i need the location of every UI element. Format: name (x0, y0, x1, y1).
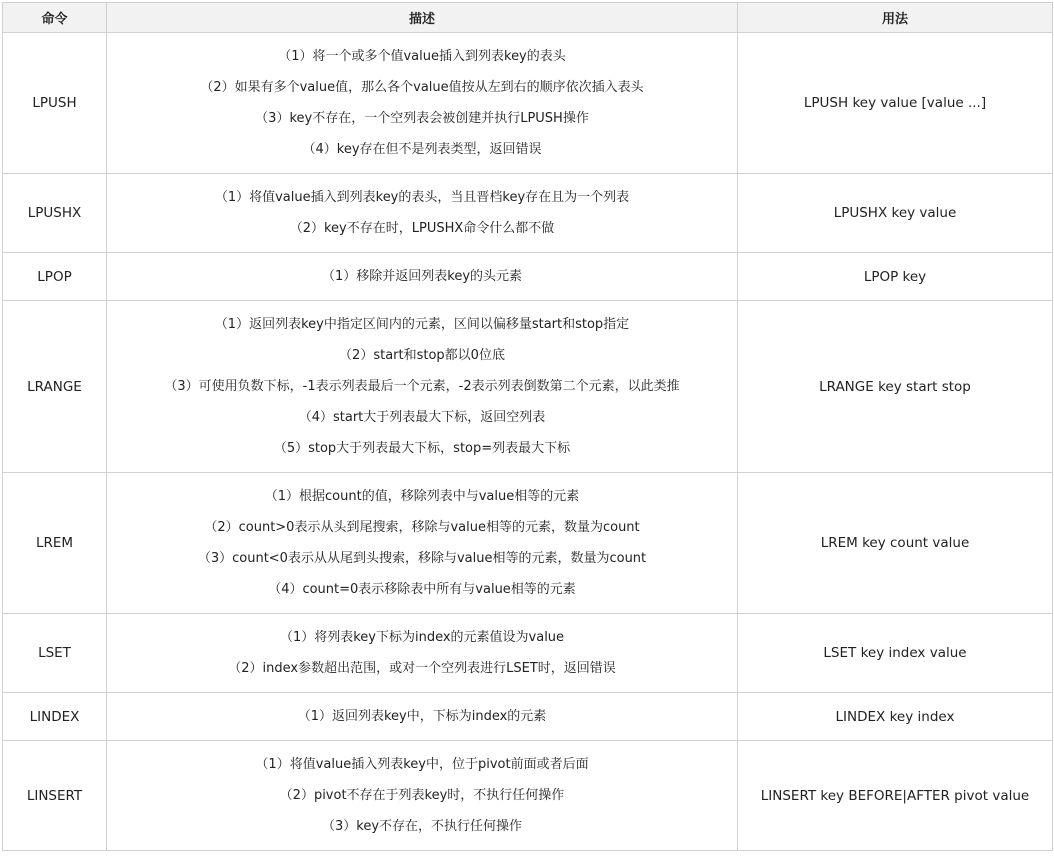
description-line: （2）如果有多个value值，那么各个value值按从左到右的顺序依次插入表头 (200, 80, 644, 95)
description-line: （4）key存在但不是列表类型，返回错误 (302, 142, 542, 157)
header-command: 命令 (3, 3, 107, 33)
usage-cell: LREM key count value (738, 473, 1053, 614)
description-line: （5）stop大于列表最大下标，stop=列表最大下标 (273, 441, 571, 456)
command-cell: LREM (3, 473, 107, 614)
usage-cell: LPUSH key value [value ...] (738, 33, 1053, 174)
description-cell (107, 693, 738, 741)
description-line: （3）可使用负数下标，-1表示列表最后一个元素，-2表示列表倒数第二个元素，以此类推 (164, 379, 680, 394)
description-line: （2）pivot不存在于列表key时，不执行任何操作 (279, 788, 565, 803)
description-cell (107, 33, 738, 174)
table-row (3, 174, 1053, 253)
description-line: （2）count>0表示从头到尾搜索，移除与value相等的元素，数量为count (204, 520, 640, 535)
description-line: （1）返回列表key中，下标为index的元素 (297, 709, 547, 724)
description-cell (107, 301, 738, 473)
description-line: （1）将列表key下标为index的元素值设为value (279, 630, 565, 645)
description-cell (107, 614, 738, 693)
table-row (3, 253, 1053, 301)
command-cell: LPOP (3, 253, 107, 301)
description-line: （1）根据count的值，移除列表中与value相等的元素 (264, 489, 580, 504)
description-line: （3）key不存在，不执行任何操作 (321, 819, 523, 834)
command-cell: LRANGE (3, 301, 107, 473)
usage-cell: LPOP key (738, 253, 1053, 301)
description-line: （2）index参数超出范围，或对一个空列表进行LSET时，返回错误 (228, 661, 616, 676)
description-line: （1）将一个或多个值value插入到列表key的表头 (278, 49, 566, 64)
table-row (3, 741, 1053, 851)
description-line: （3）key不存在，一个空列表会被创建并执行LPUSH操作 (255, 111, 589, 126)
usage-cell: LPUSHX key value (738, 174, 1053, 253)
header-row (3, 3, 1053, 33)
description-cell (107, 174, 738, 253)
table-row (3, 614, 1053, 693)
command-cell: LSET (3, 614, 107, 693)
description-line: （1）将值value插入列表key中，位于pivot前面或者后面 (255, 757, 589, 772)
command-cell: LPUSH (3, 33, 107, 174)
description-line: （1）返回列表key中指定区间内的元素，区间以偏移量start和stop指定 (214, 317, 630, 332)
command-cell: LINDEX (3, 693, 107, 741)
description-line: （3）count<0表示从从尾到头搜索，移除与value相等的元素，数量为count (197, 551, 647, 566)
description-line: （1）移除并返回列表key的头元素 (321, 269, 523, 284)
table-row (3, 693, 1053, 741)
table-row (3, 301, 1053, 473)
table-row (3, 33, 1053, 174)
description-line: （4）count=0表示移除表中所有与value相等的元素 (268, 582, 576, 597)
header-usage: 用法 (738, 3, 1053, 33)
header-description: 描述 (107, 3, 738, 33)
usage-cell: LRANGE key start stop (738, 301, 1053, 473)
command-cell: LPUSHX (3, 174, 107, 253)
usage-cell: LSET key index value (738, 614, 1053, 693)
table-row (3, 473, 1053, 614)
description-line: （1）将值value插入到列表key的表头，当且晋档key存在且为一个列表 (214, 190, 630, 205)
description-line: （2）key不存在时，LPUSHX命令什么都不做 (289, 221, 555, 236)
description-cell (107, 473, 738, 614)
usage-cell: LINDEX key index (738, 693, 1053, 741)
commands-table (2, 2, 1053, 851)
usage-cell: LINSERT key BEFORE|AFTER pivot value (738, 741, 1053, 851)
command-cell: LINSERT (3, 741, 107, 851)
description-line: （2）start和stop都以0位底 (339, 348, 505, 363)
description-line: （4）start大于列表最大下标，返回空列表 (298, 410, 546, 425)
description-cell (107, 741, 738, 851)
description-cell (107, 253, 738, 301)
